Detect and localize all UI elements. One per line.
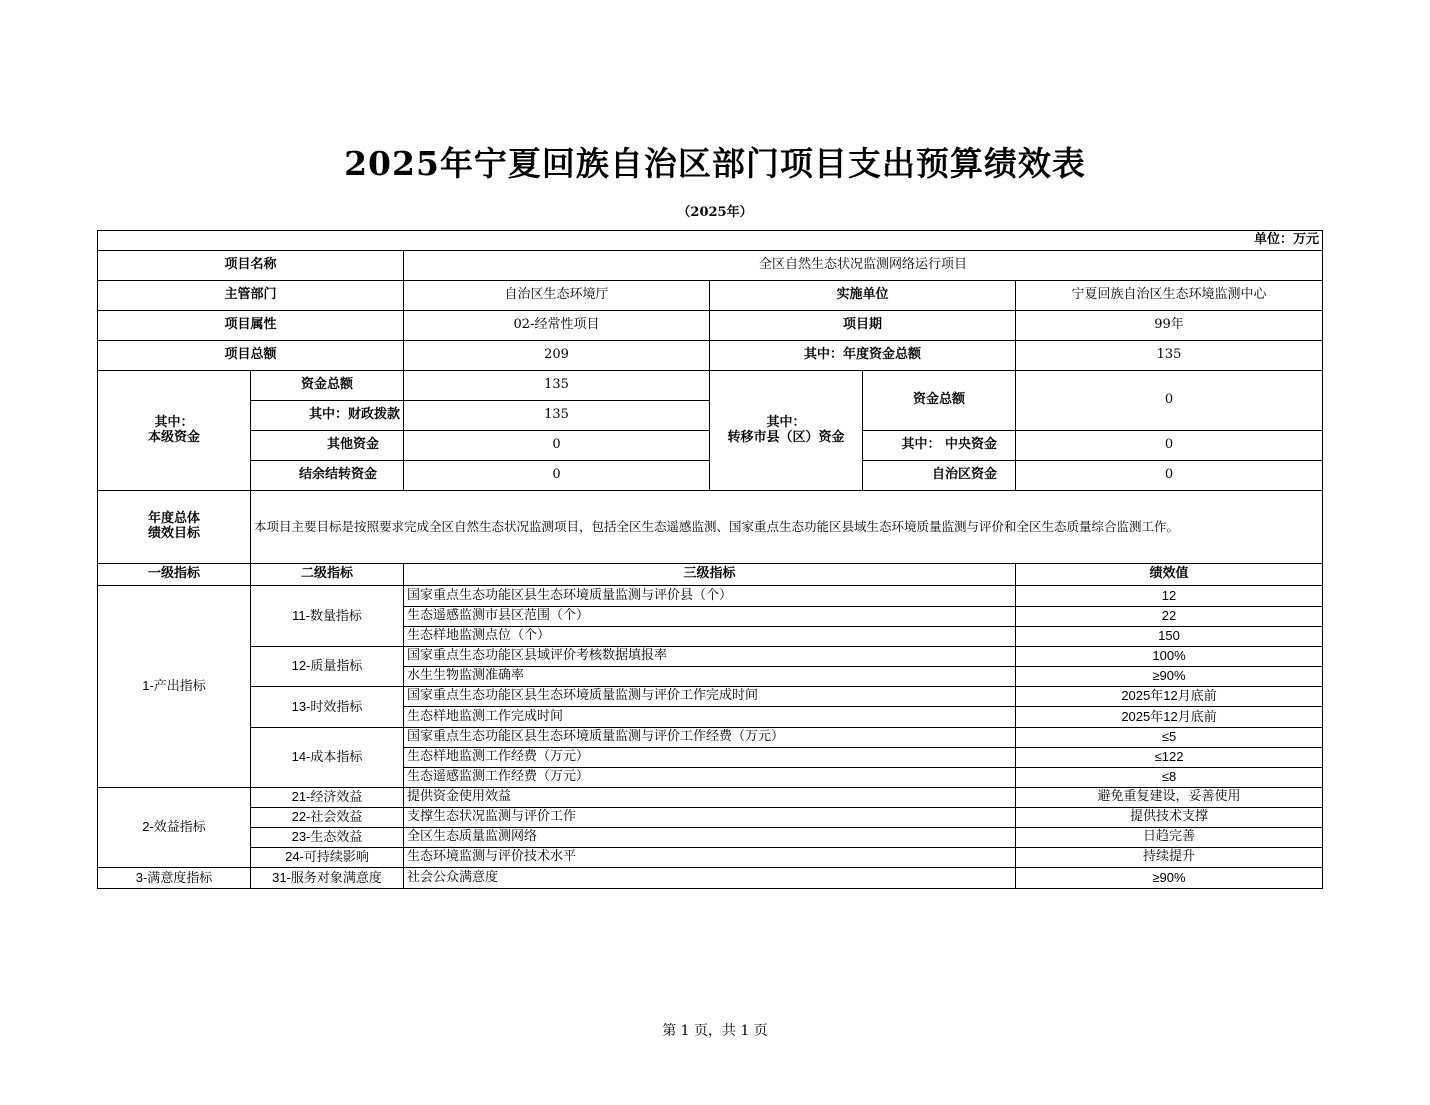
table-row bbox=[98, 687, 1323, 707]
annual-label: 其中：年度资金总额 bbox=[710, 341, 1016, 371]
table-row bbox=[98, 848, 1323, 868]
indicator-value: 12 bbox=[1016, 586, 1323, 607]
indicator-value: 150 bbox=[1016, 627, 1323, 647]
project-name-value: 全区自然生态状况监测网络运行项目 bbox=[404, 251, 1323, 281]
goal-label bbox=[98, 491, 251, 564]
table-row bbox=[98, 868, 1323, 889]
l2-eco-cell: 23-生态效益 bbox=[251, 828, 404, 848]
fund-total-label: 资金总额 bbox=[251, 371, 404, 401]
page-subtitle: （2025年） bbox=[677, 205, 753, 220]
transfer-funds-label-line1: 其中： bbox=[766, 414, 806, 430]
carry-funds-value: 0 bbox=[404, 461, 710, 491]
indicator-name: 生态遥感监测工作经费（万元） bbox=[404, 768, 1016, 788]
region-funds-label: 自治区资金 bbox=[863, 461, 1016, 491]
project-name-label: 项目名称 bbox=[98, 251, 404, 281]
table-row bbox=[98, 371, 1323, 401]
l2-social-cell: 22-社会效益 bbox=[251, 808, 404, 828]
indicator-name: 国家重点生态功能区县生态环境质量监测与评价工作完成时间 bbox=[404, 687, 1016, 707]
l1-satisfaction-cell: 3-满意度指标 bbox=[98, 868, 251, 889]
page-footer: 第 1 页，共 1 页 bbox=[662, 1023, 768, 1039]
period-label: 项目期 bbox=[710, 311, 1016, 341]
indicator-name: 水生生物监测准确率 bbox=[404, 667, 1016, 687]
central-funds-label: 其中： 中央资金 bbox=[863, 431, 1016, 461]
indicator-value: ≥90% bbox=[1016, 667, 1323, 687]
carry-funds-label: 结余结转资金 bbox=[251, 461, 404, 491]
indicator-value: 100% bbox=[1016, 647, 1323, 667]
indicator-value: 22 bbox=[1016, 607, 1323, 627]
table-row bbox=[98, 341, 1323, 371]
transfer-funds-label-line2: 转移市县（区）资金 bbox=[727, 429, 845, 445]
total-value: 209 bbox=[404, 341, 710, 371]
other-funds-value: 0 bbox=[404, 431, 710, 461]
indicator-name: 提供资金使用效益 bbox=[404, 788, 1016, 808]
col-header-level2: 二级指标 bbox=[251, 564, 404, 586]
other-funds-label: 其他资金 bbox=[251, 431, 404, 461]
col-header-value: 绩效值 bbox=[1016, 564, 1323, 586]
l2-sustain-cell: 24-可持续影响 bbox=[251, 848, 404, 868]
indicator-name: 支撑生态状况监测与评价工作 bbox=[404, 808, 1016, 828]
l2-quality-cell: 12-质量指标 bbox=[251, 647, 404, 687]
indicator-value: ≤5 bbox=[1016, 728, 1323, 748]
table-row bbox=[98, 311, 1323, 341]
impl-label: 实施单位 bbox=[710, 281, 1016, 311]
transfer-total-label: 资金总额 bbox=[863, 371, 1016, 431]
table-row bbox=[98, 281, 1323, 311]
indicator-value: 持续提升 bbox=[1016, 848, 1323, 868]
indicator-value: 2025年12月底前 bbox=[1016, 707, 1323, 728]
table-row bbox=[98, 491, 1323, 564]
table-row bbox=[98, 728, 1323, 748]
unit-row bbox=[98, 231, 1323, 251]
indicator-value: 日趋完善 bbox=[1016, 828, 1323, 848]
table-row bbox=[98, 586, 1323, 607]
transfer-funds-label bbox=[710, 371, 863, 491]
annual-value: 135 bbox=[1016, 341, 1323, 371]
period-value: 99年 bbox=[1016, 311, 1323, 341]
attr-value: 02-经常性项目 bbox=[404, 311, 710, 341]
fund-total-value: 135 bbox=[404, 371, 710, 401]
indicator-name: 生态遥感监测市县区范围（个） bbox=[404, 607, 1016, 627]
indicator-name: 生态样地监测工作完成时间 bbox=[404, 707, 1016, 728]
fiscal-label: 其中：财政拨款 bbox=[251, 401, 404, 431]
l2-time-cell: 13-时效指标 bbox=[251, 687, 404, 728]
dept-label: 主管部门 bbox=[98, 281, 404, 311]
table-row bbox=[98, 828, 1323, 848]
table-row bbox=[98, 808, 1323, 828]
total-label: 项目总额 bbox=[98, 341, 404, 371]
indicator-header-row bbox=[98, 564, 1323, 586]
unit-label: 单位：万元 bbox=[98, 231, 1323, 251]
indicator-value: ≤8 bbox=[1016, 768, 1323, 788]
goal-text: 本项目主要目标是按照要求完成全区自然生态状况监测项目，包括全区生态遥感监测、国家重点生态功能区县域生态环境质量监测与评价和全区生态质量综合监测工作。 bbox=[251, 491, 1323, 564]
l1-output-cell: 1-产出指标 bbox=[98, 586, 251, 788]
l1-benefit-cell: 2-效益指标 bbox=[98, 788, 251, 868]
goal-label-line2: 绩效目标 bbox=[147, 526, 200, 541]
indicator-value: 2025年12月底前 bbox=[1016, 687, 1323, 707]
indicator-value: 提供技术支撑 bbox=[1016, 808, 1323, 828]
region-funds-value: 0 bbox=[1016, 461, 1323, 491]
indicator-name: 全区生态质量监测网络 bbox=[404, 828, 1016, 848]
table-row bbox=[98, 251, 1323, 281]
local-funds-label-line1: 其中： bbox=[154, 414, 194, 430]
l2-service-cell: 31-服务对象满意度 bbox=[251, 868, 404, 889]
local-funds-label bbox=[98, 371, 251, 491]
indicator-name: 国家重点生态功能区县生态环境质量监测与评价县（个） bbox=[404, 586, 1016, 607]
l2-cost-cell: 14-成本指标 bbox=[251, 728, 404, 788]
indicator-name: 社会公众满意度 bbox=[404, 868, 1016, 889]
indicator-name: 生态样地监测点位（个） bbox=[404, 627, 1016, 647]
l2-econ-cell: 21-经济效益 bbox=[251, 788, 404, 808]
central-funds-value: 0 bbox=[1016, 431, 1323, 461]
indicator-name: 国家重点生态功能区县生态环境质量监测与评价工作经费（万元） bbox=[404, 728, 1016, 748]
table-row bbox=[98, 788, 1323, 808]
page-title: 2025年宁夏回族自治区部门项目支出预算绩效表 bbox=[344, 144, 1086, 183]
transfer-total-value: 0 bbox=[1016, 371, 1323, 431]
indicator-name: 生态环境监测与评价技术水平 bbox=[404, 848, 1016, 868]
dept-value: 自治区生态环境厅 bbox=[404, 281, 710, 311]
goal-label-line1: 年度总体 bbox=[147, 511, 200, 527]
budget-table bbox=[97, 230, 1323, 889]
indicator-value: 避免重复建设，妥善使用 bbox=[1016, 788, 1323, 808]
local-funds-label-line2: 本级资金 bbox=[147, 429, 200, 445]
table-row bbox=[98, 647, 1323, 667]
attr-label: 项目属性 bbox=[98, 311, 404, 341]
indicator-value: ≤122 bbox=[1016, 748, 1323, 768]
col-header-level3: 三级指标 bbox=[404, 564, 1016, 586]
col-header-level1: 一级指标 bbox=[98, 564, 251, 586]
impl-value: 宁夏回族自治区生态环境监测中心 bbox=[1016, 281, 1323, 311]
indicator-name: 国家重点生态功能区县域评价考核数据填报率 bbox=[404, 647, 1016, 667]
indicator-name: 生态样地监测工作经费（万元） bbox=[404, 748, 1016, 768]
fiscal-value: 135 bbox=[404, 401, 710, 431]
l2-quantity-cell: 11-数量指标 bbox=[251, 586, 404, 647]
indicator-value: ≥90% bbox=[1016, 868, 1323, 889]
